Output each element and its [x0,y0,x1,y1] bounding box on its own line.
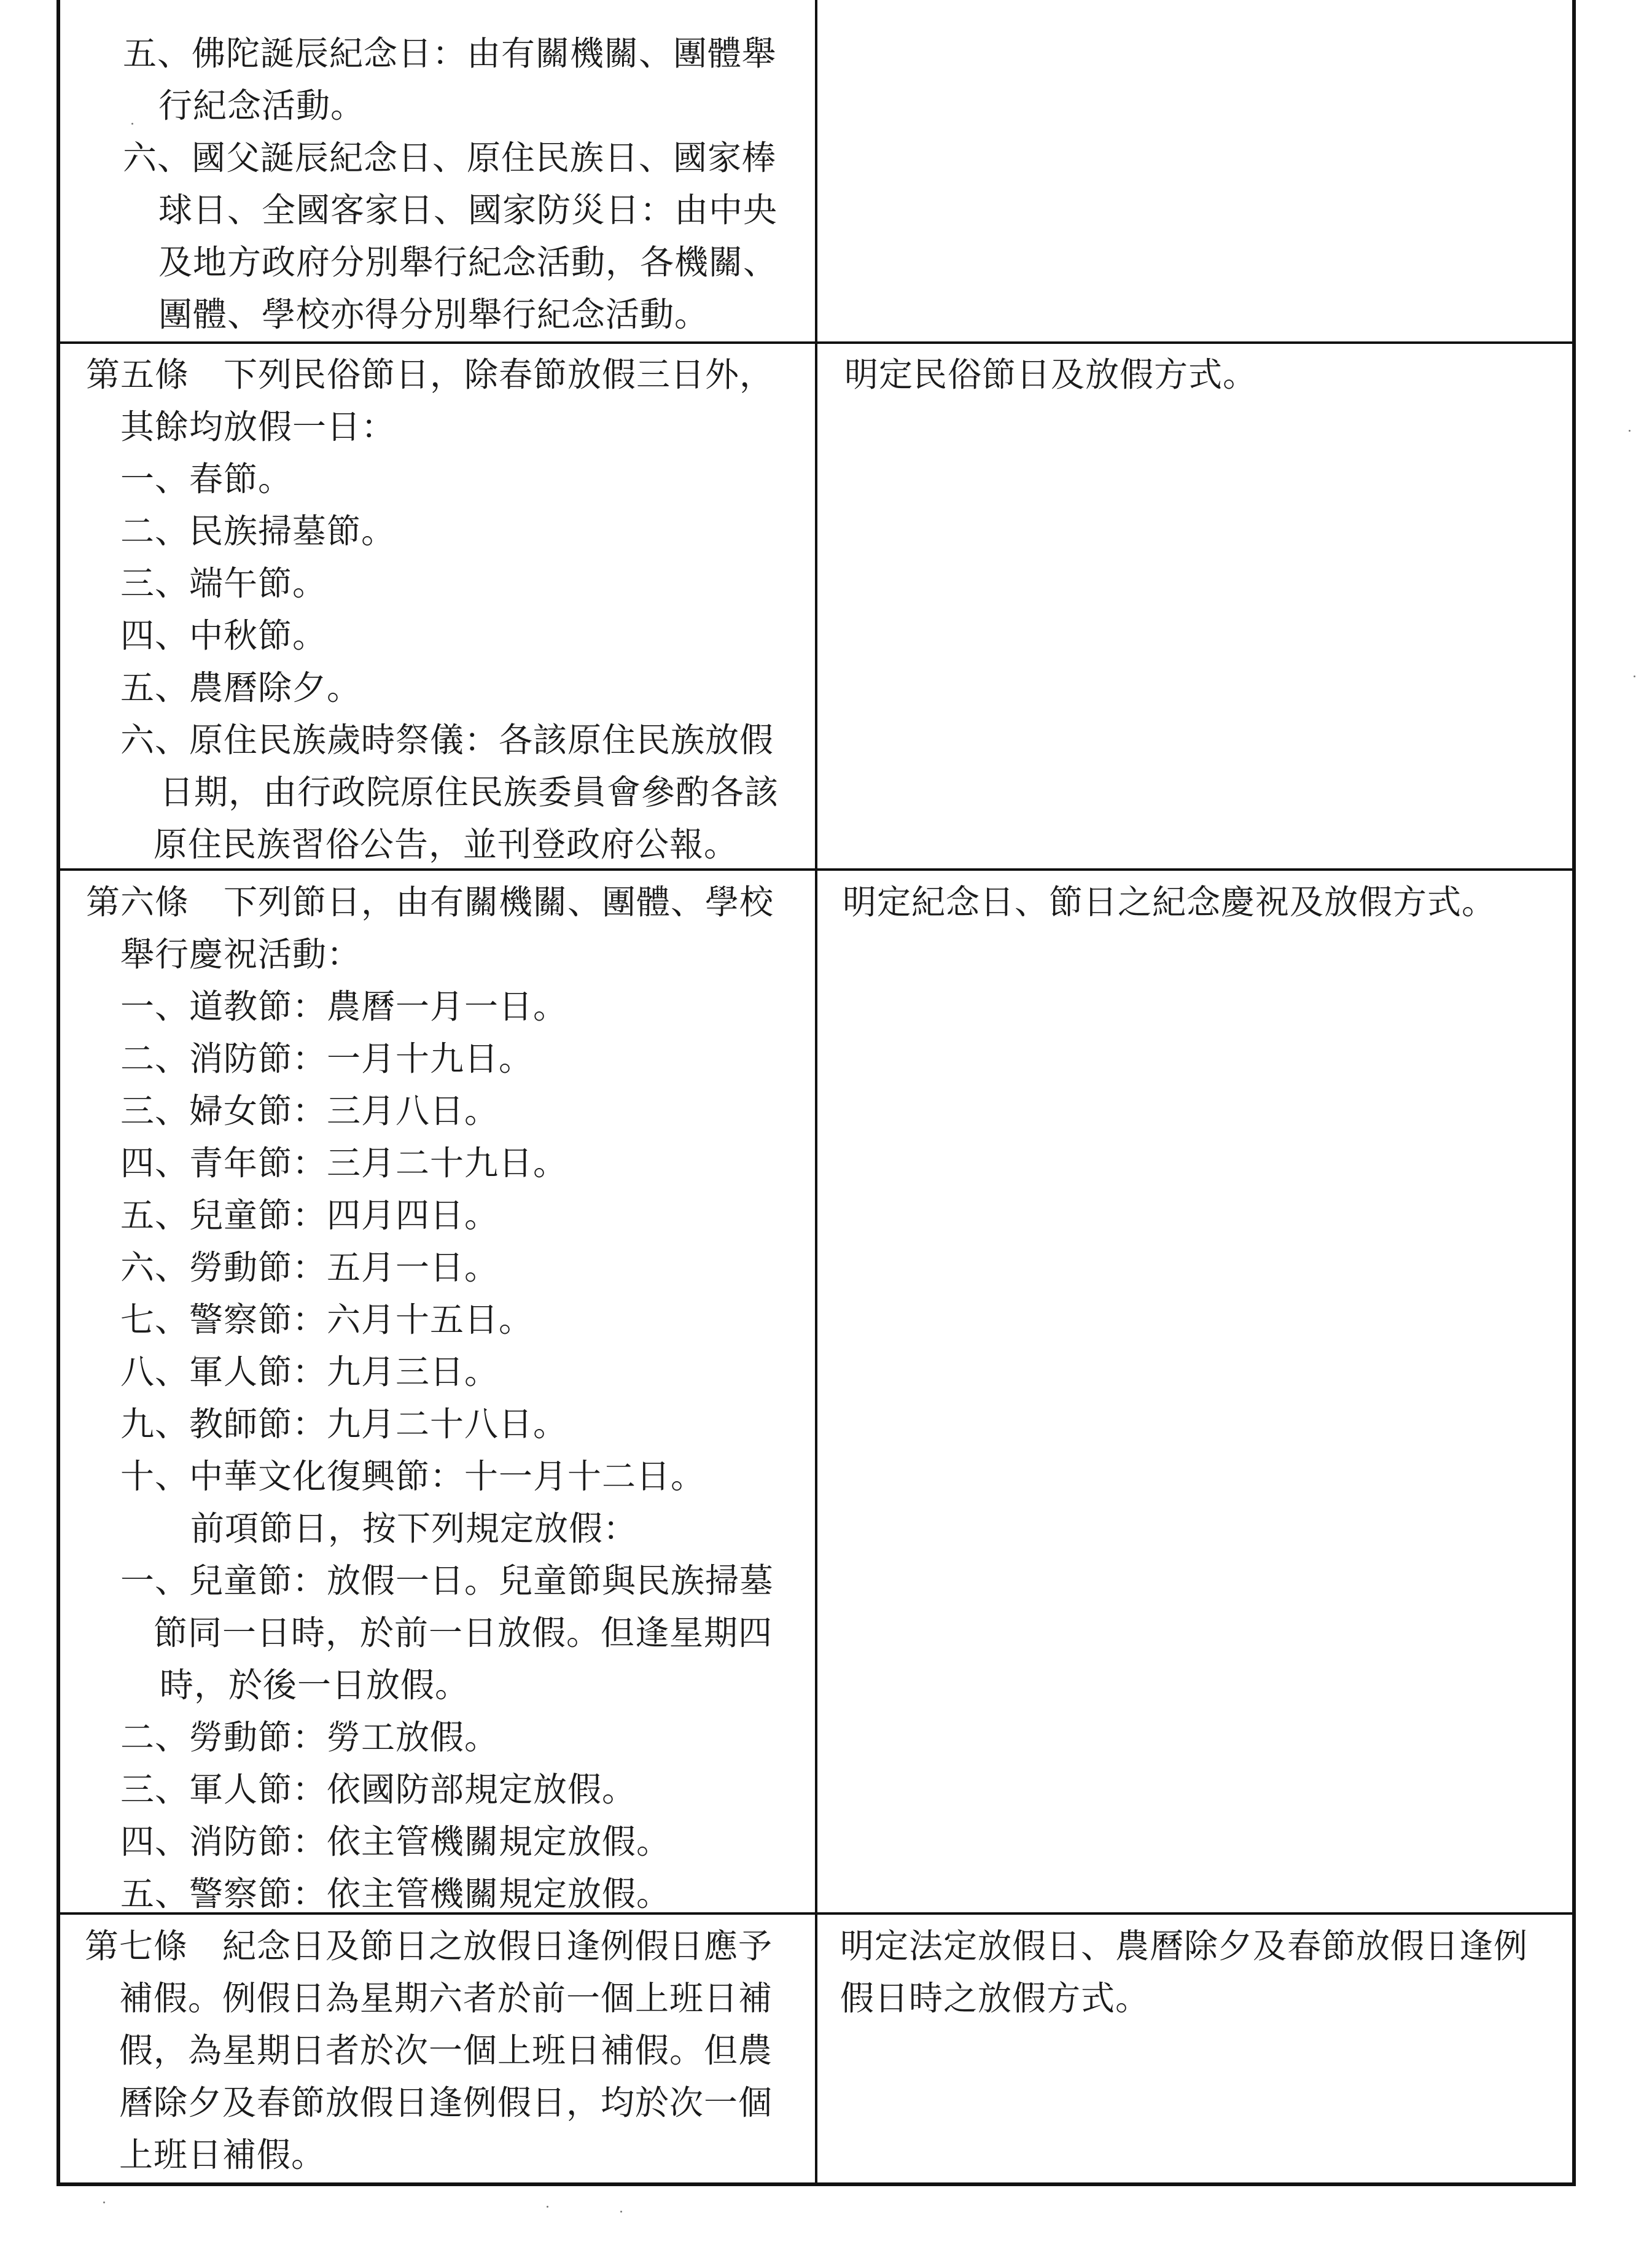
list-item: 一、春節。 [120,459,293,499]
provision-line: 其餘均放假一日： [120,407,396,446]
list-item: 三、軍人節：依國防部規定放假。 [120,1770,637,1809]
scan-speck [1629,430,1631,432]
list-item-continuation: 原住民族習俗公告，並刊登政府公報。 [154,825,739,864]
list-item: 二、勞動節：勞工放假。 [120,1718,499,1757]
list-item: 五、兒童節：四月四日。 [120,1196,499,1235]
table-border-bottom [56,2182,1576,2186]
provision-line: 曆除夕及春節放假日逢例假日，均於次一個 [119,2083,773,2122]
list-item: 四、中秋節。 [120,616,327,655]
provision-line: 及地方政府分別舉行紀念活動，各機關、 [158,243,778,282]
list-item-continuation: 時，於後一日放假。 [160,1665,470,1705]
list-item: 四、消防節：依主管機關規定放假。 [120,1822,671,1861]
scan-speck [1634,675,1635,677]
scan-speck [547,2206,548,2208]
article-6-heading [86,876,774,929]
list-item: 三、端午節。 [120,564,327,603]
article-7-heading [85,1920,773,1972]
paragraph-intro: 前項節日，按下列規定放假： [190,1509,638,1548]
explanation-text: 明定紀念日、節日之紀念慶祝及放假方式。 [843,882,1497,922]
article-6-provision-cell [86,876,774,1920]
article-number: 第七條 [85,1926,189,1966]
provision-line: 補假。例假日為星期六者於前一個上班日補 [119,1979,773,2018]
article-7-explanation-cell [840,1920,1528,2025]
scan-speck [103,2202,105,2203]
article-7-provision-cell [85,1920,773,2181]
list-item: 十、中華文化復興節：十一月十二日。 [120,1457,706,1496]
table-row-divider [56,341,1576,344]
article-number: 第六條 [86,882,190,922]
provision-line: 五、佛陀誕辰紀念日：由有關機關、團體舉 [123,34,777,73]
list-item: 七、警察節：六月十五日。 [120,1300,534,1339]
list-item: 一、兒童節：放假一日。兒童節與民族掃墓 [120,1561,774,1600]
article-5-heading [86,349,779,401]
provision-line: 團體、學校亦得分別舉行紀念活動。 [158,295,709,334]
list-item: 二、民族掃墓節。 [120,512,396,551]
article-6-explanation-cell [843,876,1496,929]
provision-line: 舉行慶祝活動： [120,935,362,974]
article-5-provision-cell [86,349,779,871]
list-item-continuation: 節同一日時，於前一日放假。但逢星期四 [154,1613,773,1653]
list-item: 六、原住民族歲時祭儀：各該原住民族放假 [120,720,774,760]
explanation-text: 明定法定放假日、農曆除夕及春節放假日逢例 [840,1926,1529,1966]
list-item: 六、勞動節：五月一日。 [120,1248,499,1287]
list-item: 五、農曆除夕。 [120,668,362,707]
article-5-explanation-cell [844,349,1257,401]
article-number: 第五條 [86,355,190,394]
article-heading-text: 下列節日，由有關機關、團體、學校 [224,882,774,922]
table-border-left [56,0,60,2186]
list-item: 五、警察節：依主管機關規定放假。 [120,1874,671,1913]
list-item: 九、教師節：九月二十八日。 [120,1404,568,1444]
provision-line: 假，為星期日者於次一個上班日補假。但農 [119,2031,773,2070]
scan-speck [620,2211,622,2213]
provision-line: 行紀念活動。 [158,86,365,125]
table-border-right [1572,0,1576,2186]
explanation-text: 假日時之放假方式。 [840,1979,1150,2018]
list-item: 一、道教節：農曆一月一日。 [120,987,568,1026]
table-column-divider [815,0,817,2186]
scan-speck [131,123,133,125]
list-item: 四、青年節：三月二十九日。 [120,1143,568,1183]
article-heading-text: 下列民俗節日，除春節放假三日外， [224,355,774,394]
list-item: 八、軍人節：九月三日。 [120,1352,499,1392]
list-item-continuation: 日期，由行政院原住民族委員會參酌各該 [160,773,779,812]
provision-line: 上班日補假。 [119,2135,326,2174]
row1-provision-cell [123,28,777,341]
explanation-text: 明定民俗節日及放假方式。 [844,355,1258,394]
article-heading-text: 紀念日及節日之放假日逢例假日應予 [222,1926,773,1966]
provision-line: 球日、全國客家日、國家防災日：由中央 [158,190,778,230]
provision-line: 六、國父誕辰紀念日、原住民族日、國家棒 [123,138,777,177]
list-item: 三、婦女節：三月八日。 [120,1091,499,1131]
list-item: 二、消防節：一月十九日。 [120,1039,534,1078]
